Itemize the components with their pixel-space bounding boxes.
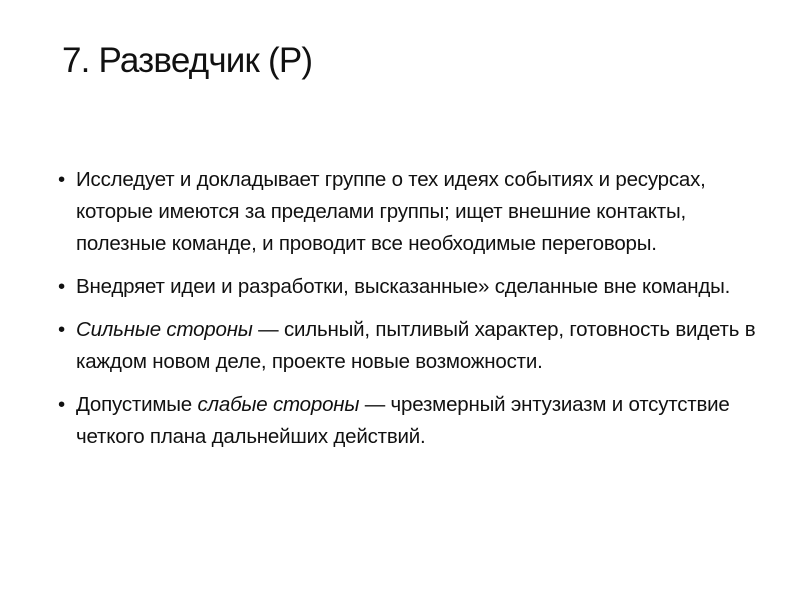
bullet-item [56,314,756,378]
bullet-text: — сильный, пытливый характер, готовность видеть в каждом новом деле, проекте новые возможности. [76,318,756,373]
slide-title: 7. Разведчик (Р) [62,41,313,80]
bullet-dot-icon: • [58,318,65,341]
bullet-emphasis: Сильные стороны [76,318,253,341]
bullet-item [56,389,756,453]
bullet-text: Допустимые [76,393,198,416]
bullet-dot-icon: • [58,168,65,191]
bullet-item [56,271,756,303]
bullet-text: — чрезмерный энтузиазм и отсутствие четкого плана дальнейших действий. [76,393,730,448]
bullet-text: Внедряет идеи и разработки, высказанные» сделанные вне команды. [76,275,731,298]
bullet-emphasis: слабые стороны [197,393,360,416]
bullet-dot-icon: • [58,275,65,298]
bullet-dot-icon: • [58,393,65,416]
bullet-list [56,164,756,464]
bullet-text: Исследует и докладывает группе о тех идеях событиях и ресурсах, которые имеются за пределами группы; ищет внешние контакты, полезные команде, и проводит все необходимые переговоры. [76,168,706,255]
bullet-item [56,164,756,260]
